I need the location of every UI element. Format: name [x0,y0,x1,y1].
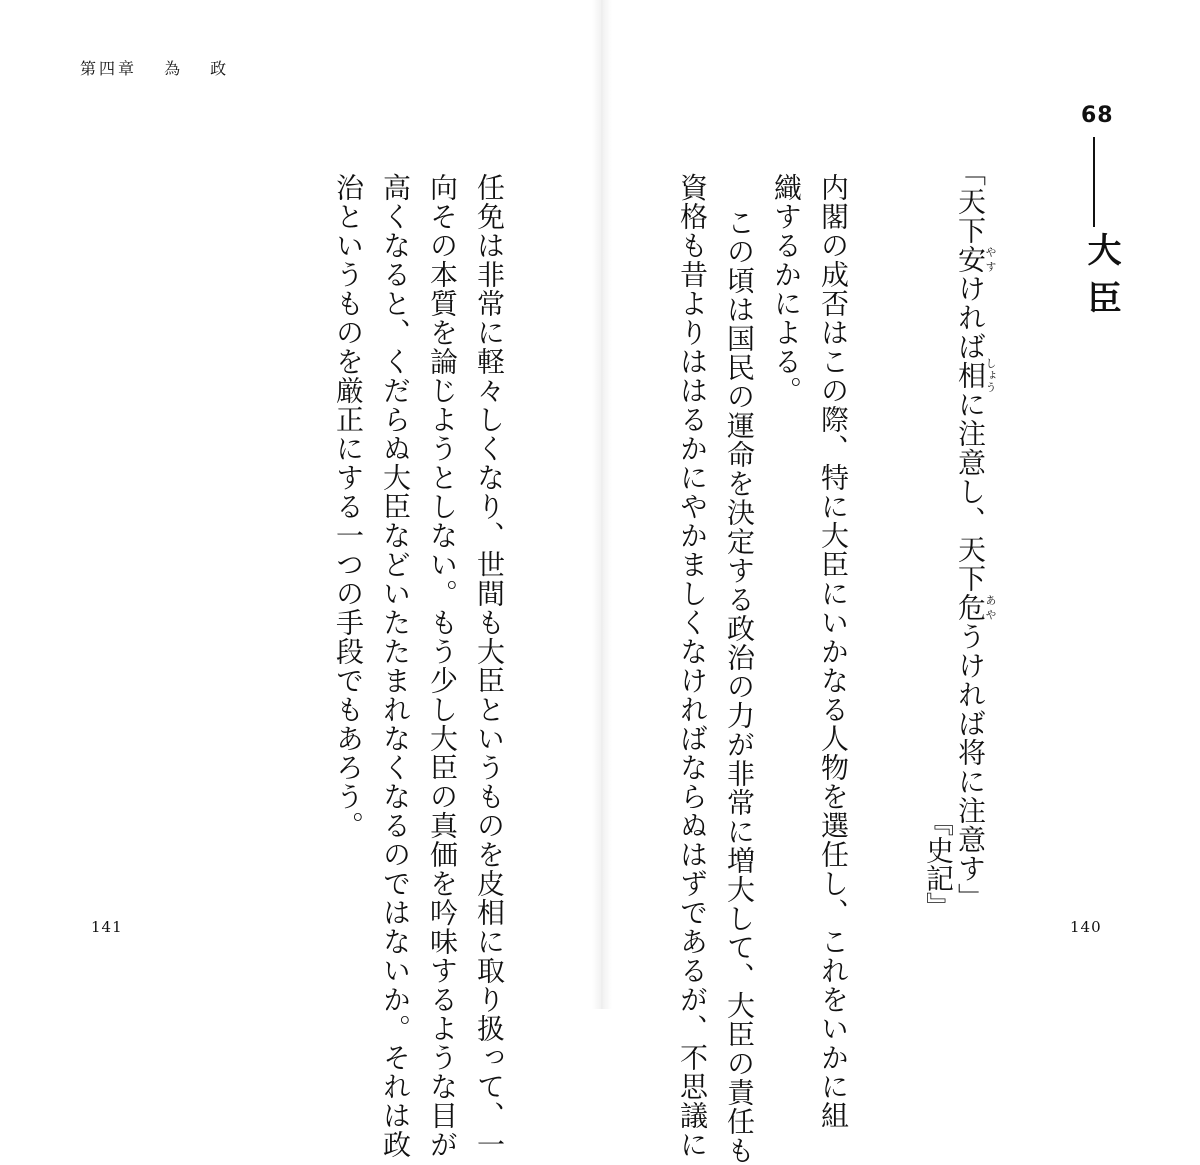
section-number: 68 [1081,103,1114,128]
body-line: 向その本質を論じようとしない。もう少し大臣の真価を吟味するような目が [426,173,459,1159]
quote-source: 『史記』 [922,808,955,920]
body-line: 治というものを厳正にする一つの手段でもあろう。 [332,173,365,840]
body-line: 資格も昔よりははるかにやかましくなければならぬはずであるが、不思議に [676,173,709,1159]
section-title: 大臣 [1081,232,1121,328]
page-number-right: 140 [1070,918,1102,936]
running-header: 第四章 為 政 [80,59,230,78]
page-number-left: 141 [91,918,123,936]
body-line: この頃は国民の運命を決定する政治の力が非常に増大して、大臣の責任も [723,208,756,1165]
epigraph-quote: 「天下安やすければ相しょうに注意し、天下危あやうければ将に注意す」 [954,158,997,912]
body-line: 高くなると、くだらぬ大臣などいたたまれなくなるのではないか。それは政 [379,173,412,1159]
body-line: 内閣の成否はこの際、特に大臣にいかなる人物を選任し、これをいかに組 [817,173,850,1130]
body-line: 任免は非常に軽々しくなり、世間も大臣というものを皮相に取り扱って、一 [473,173,506,1159]
section-dash [1093,137,1095,227]
body-line: 織するかによる。 [770,173,803,405]
book-gutter [592,0,612,1009]
